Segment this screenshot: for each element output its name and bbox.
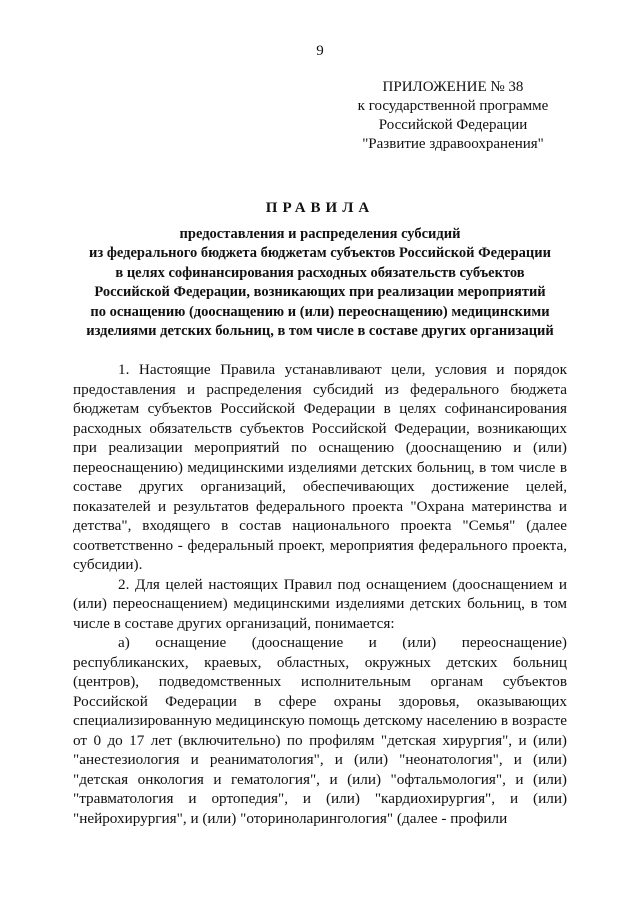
subtitle-line: из федерального бюджета бюджетам субъектов Российской Федерации [89, 245, 551, 262]
appendix-line: Российской Федерации [378, 117, 528, 133]
subtitle-line: по оснащению (дооснащению и (или) переоснащению) медицинскими [90, 303, 550, 320]
appendix-line: к государственной программе [357, 98, 549, 114]
document-title: ПРАВИЛА [265, 200, 375, 216]
appendix-line: ПРИЛОЖЕНИЕ № 38 [382, 79, 524, 95]
page-number: 9 [316, 43, 324, 59]
body-paragraph: 1. Настоящие Правила устанавливают цели, условия и порядок предоставления и распределения субсидий из федерального бюджета бюджетам субъектов Российской Федерации в целях софинансирования расходных обязательств субъектов Российской Федерации, возникающих при реализации мероприятий по оснащению (дооснащению и (или) переоснащению) медицинскими изделиями детских больниц, в том числе в составе других организаций, обеспечивающих достижение целей, показателей и результатов федерального проекта "Охрана материнства и детства", входящего в состав национального проекта "Семья" (далее соответственно - федеральный проект, мероприятия федерального проекта, субсидии). [73, 361, 567, 573]
appendix-line: "Развитие здравоохранения" [362, 136, 544, 152]
body-paragraph: 2. Для целей настоящих Правил под оснащением (дооснащением и (или) переоснащением) медицинскими изделиями детских больниц, в том числе в составе других организаций, понимается: [73, 575, 567, 632]
document-subtitle [70, 225, 570, 341]
subtitle-line: Российской Федерации, возникающих при реализации мероприятий [94, 284, 546, 301]
appendix-header [348, 78, 558, 154]
subtitle-line: изделиями детских больниц, в том числе в составе других организаций [86, 323, 554, 340]
subtitle-line: предоставления и распределения субсидий [179, 226, 461, 242]
document-body [73, 360, 567, 828]
body-paragraph: а) оснащение (дооснащение и (или) переоснащение) республиканских, краевых, областных, окружных детских больниц (центров), подведомственных исполнительным органам субъектов Российской Федерации в сфере охраны здоровья, оказывающих специализированную медицинскую помощь детскому населению в возрасте от 0 до 17 лет (включительно) по профилям "детская хирургия", и (или) "анестезиология и реаниматология", и (или) "неонатология", и (или) "детская онкология и гематология", и (или) "офтальмология", и (или) "травматология и ортопедия", и (или) "кардиохирургия", и (или) "нейрохирургия", и (или) "оториноларингология" (далее - профили [73, 634, 567, 827]
subtitle-line: в целях софинансирования расходных обязательств субъектов [115, 264, 525, 281]
